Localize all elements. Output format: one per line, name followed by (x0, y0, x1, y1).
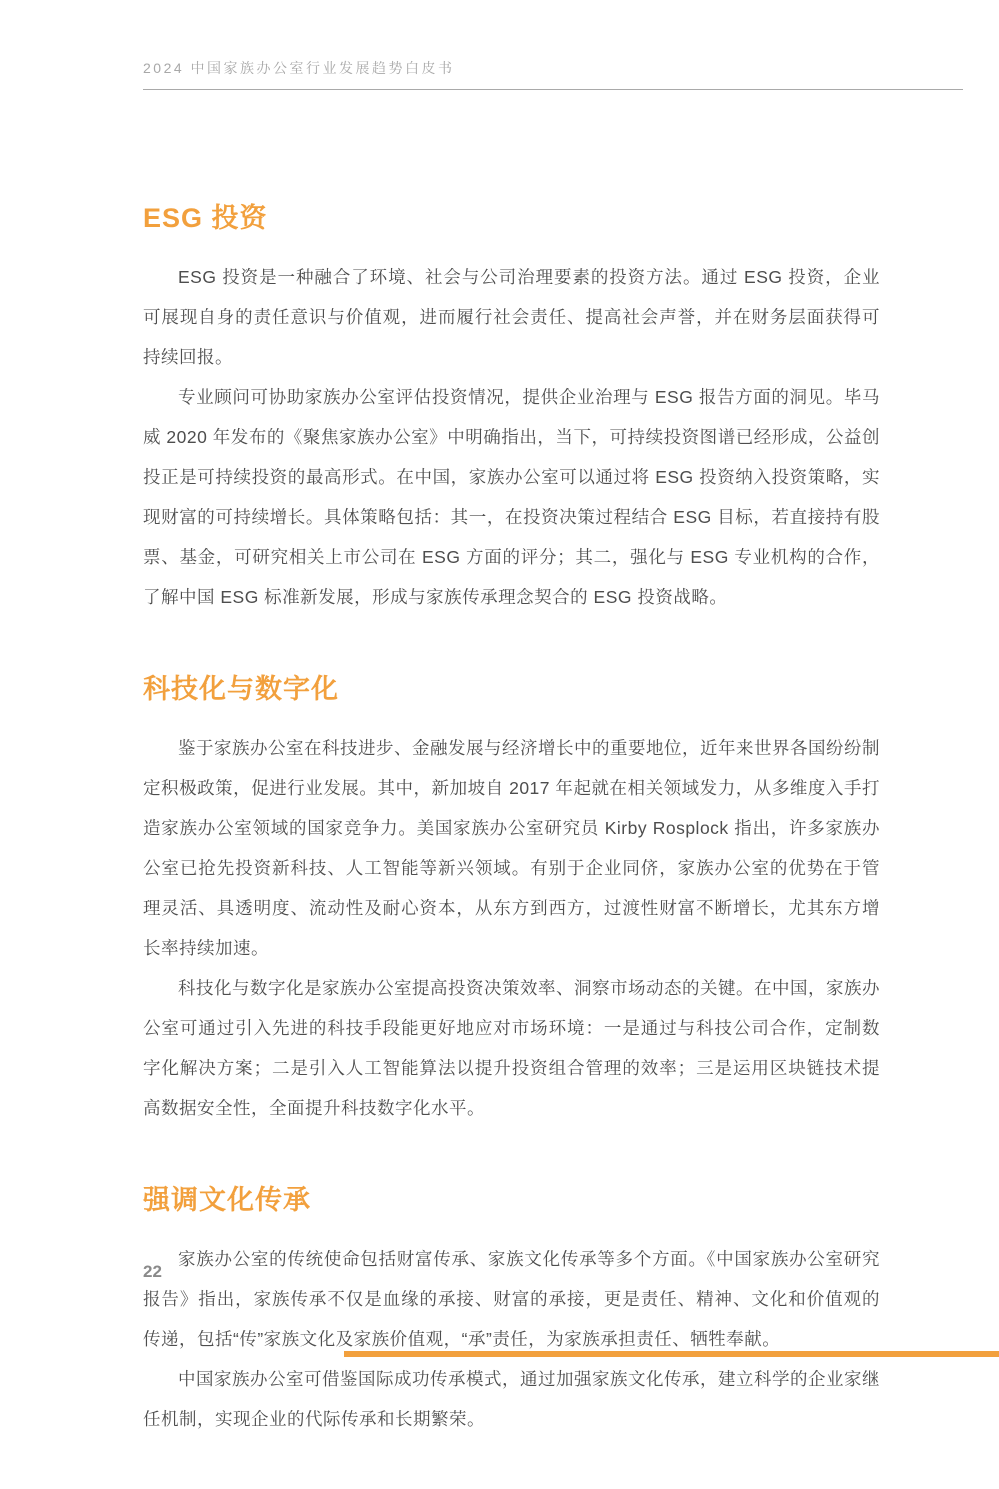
footer-accent-bar (344, 1351, 999, 1357)
running-header-title: 2024 中国家族办公室行业发展趋势白皮书 (143, 60, 455, 76)
page-body (143, 196, 880, 1489)
paragraph: 专业顾问可协助家族办公室评估投资情况，提供企业治理与 ESG 报告方面的洞见。毕马威 2020 年发布的《聚焦家族办公室》中明确指出，当下，可持续投资图谱已经形成，公益创投正是可持续投资的最高形式。在中国，家族办公室可以通过将 ESG 投资纳入投资策略，实现财富的可持续增长。具体策略包括：其一，在投资决策过程结合 ESG 目标，若直接持有股票、基金，可研究相关上市公司在 ESG 方面的评分；其二，强化与 ESG 专业机构的合作，了解中国 ESG 标准新发展，形成与家族传承理念契合的 ESG 投资战略。 (143, 387, 880, 607)
section-heading-technology: 科技化与数字化 (143, 674, 339, 704)
section-technology-digitalization (143, 667, 880, 1128)
paragraph: 科技化与数字化是家族办公室提高投资决策效率、洞察市场动态的关键。在中国，家族办公室可通过引入先进的科技手段能更好地应对市场环境：一是通过与科技公司合作，定制数字化解决方案；二是引入人工智能算法以提升投资组合管理的效率；三是运用区块链技术提高数据安全性，全面提升科技数字化水平。 (143, 978, 880, 1118)
section-heading-culture: 强调文化传承 (143, 1185, 311, 1215)
section-esg-investing (143, 196, 880, 617)
section-cultural-heritage (143, 1178, 880, 1439)
section-heading-esg: ESG 投资 (143, 203, 268, 233)
paragraph: 中国家族办公室可借鉴国际成功传承模式，通过加强家族文化传承，建立科学的企业家继任机制，实现企业的代际传承和长期繁荣。 (143, 1369, 880, 1429)
paragraph: 鉴于家族办公室在科技进步、金融发展与经济增长中的重要地位，近年来世界各国纷纷制定积极政策，促进行业发展。其中，新加坡自 2017 年起就在相关领域发力，从多维度入手打造家族办公室领域的国家竞争力。美国家族办公室研究员 Kirby Rosplock 指出，许多家族办公室已抢先投资新科技、人工智能等新兴领域。有别于企业同侪，家族办公室的优势在于管理灵活、具透明度、流动性及耐心资本，从东方到西方，过渡性财富不断增长，尤其东方增长率持续加速。 (143, 738, 880, 958)
paragraph: 家族办公室的传统使命包括财富传承、家族文化传承等多个方面。《中国家族办公室研究报告》指出，家族传承不仅是血缘的承接、财富的承接，更是责任、精神、文化和价值观的传递，包括“传”家族文化及家族价值观，“承”责任，为家族承担责任、牺牲奉献。 (143, 1249, 880, 1349)
page-number: 22 (143, 1262, 162, 1281)
paragraph: ESG 投资是一种融合了环境、社会与公司治理要素的投资方法。通过 ESG 投资，企业可展现自身的责任意识与价值观，进而履行社会责任、提高社会声誉，并在财务层面获得可持续回报。 (143, 267, 880, 367)
page-header (143, 58, 962, 90)
header-divider (143, 89, 963, 90)
